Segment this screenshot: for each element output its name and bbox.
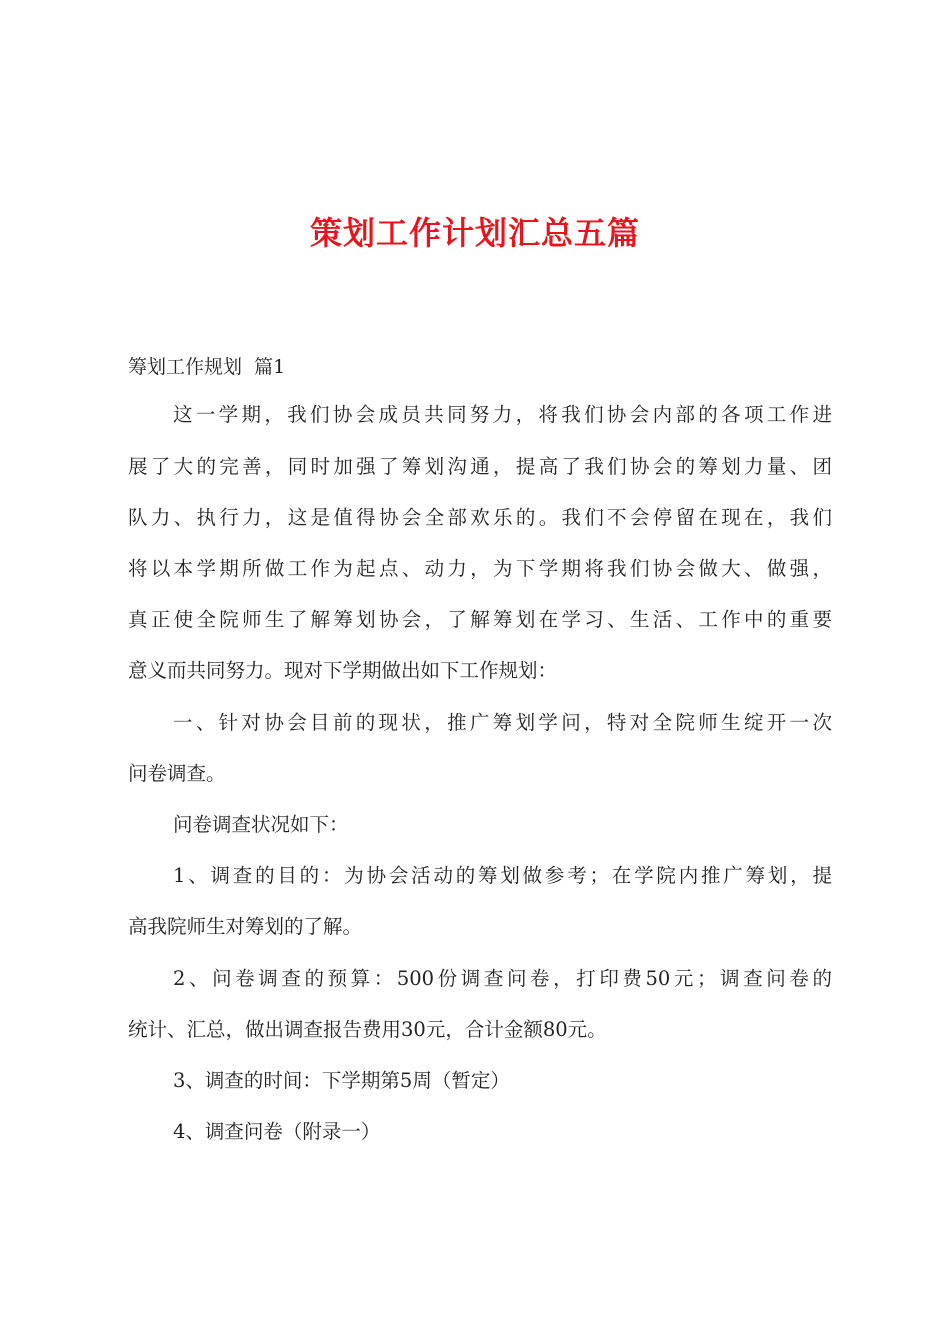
- paragraph-line: 高我院师生对筹划的了解。: [128, 915, 363, 938]
- paragraph-line: 3、调查的时间：下学期第5周（暂定）: [173, 1069, 510, 1092]
- section-heading: 筹划工作规划 篇1: [128, 356, 286, 378]
- paragraph-line: 2、问卷调查的预算：500份调查问卷，打印费50元；调查问卷的: [173, 967, 832, 990]
- paragraph-line: 统计、汇总，做出调查报告费用30元，合计金额80元。: [128, 1018, 607, 1041]
- paragraph-line: 真正使全院师生了解筹划协会，了解筹划在学习、生活、工作中的重要: [128, 608, 832, 631]
- paragraph-line: 问卷调查。: [128, 762, 226, 785]
- paragraph-line: 展了大的完善，同时加强了筹划沟通，提高了我们协会的筹划力量、团: [128, 455, 832, 478]
- paragraph-line: 4、调查问卷（附录一）: [173, 1120, 381, 1143]
- paragraph-line: 问卷调查状况如下：: [173, 813, 349, 836]
- paragraph-line: 意义而共同努力。现对下学期做出如下工作规划：: [128, 659, 558, 682]
- paragraph-line: 1、调查的目的：为协会活动的筹划做参考；在学院内推广筹划，提: [173, 864, 832, 887]
- paragraph-line: 一、针对协会目前的现状，推广筹划学问，特对全院师生绽开一次: [173, 711, 832, 734]
- paragraph-line: 这一学期，我们协会成员共同努力，将我们协会内部的各项工作进: [173, 403, 832, 426]
- document-title: 策划工作计划汇总五篇: [309, 214, 640, 252]
- paragraph-line: 将以本学期所做工作为起点、动力，为下学期将我们协会做大、做强，: [128, 557, 832, 580]
- paragraph-line: 队力、执行力，这是值得协会全部欢乐的。我们不会停留在现在，我们: [128, 506, 832, 529]
